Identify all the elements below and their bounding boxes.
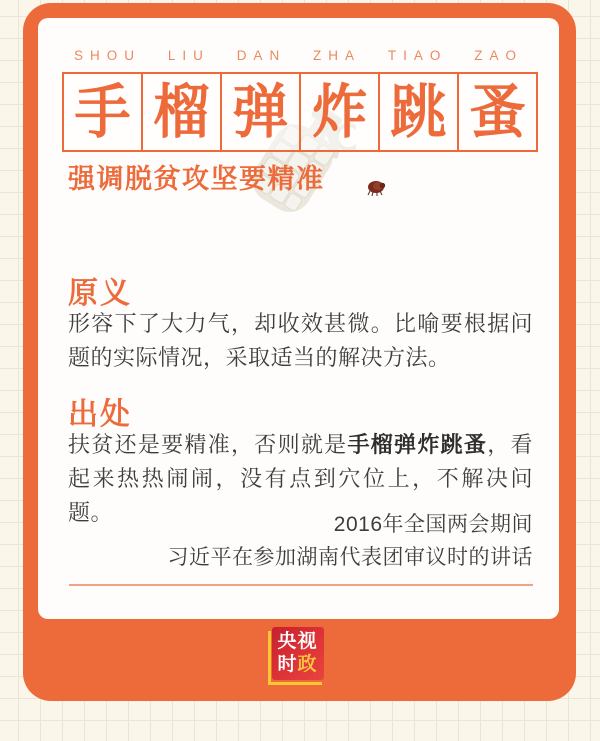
title-char-box — [378, 72, 459, 152]
attribution-line-2: 习近平在参加湖南代表团审议时的讲话 — [167, 546, 533, 569]
quote-idiom-bold: 手榴弹炸跳蚤 — [347, 432, 488, 457]
title-char: 蚤 — [469, 78, 526, 145]
poster-subtitle: 强调脱贫攻坚要精准 — [68, 164, 325, 194]
cctv-politics-logo — [272, 627, 328, 687]
original-meaning-text: 形容下了大力气，却收效甚微。比喻要根据问题的实际情况，采取适当的解决方法。 — [68, 311, 533, 370]
title-char-box — [220, 72, 301, 152]
poster-inner-panel — [38, 18, 559, 619]
pinyin-word: ZHA — [313, 48, 362, 63]
pinyin-row — [74, 48, 523, 63]
title-char-box — [141, 72, 222, 152]
title-row — [62, 72, 538, 152]
logo-text-row1: 央视 — [277, 631, 318, 652]
title-char-box — [299, 72, 380, 152]
title-char-box — [62, 72, 143, 152]
title-char: 炸 — [311, 78, 368, 145]
quote-suffix: ，看起来热热闹闹，没有点到穴位上，不解决问题。 — [68, 432, 533, 525]
title-char: 跳 — [390, 78, 447, 145]
attribution — [68, 508, 533, 574]
pinyin-word: DAN — [236, 48, 287, 63]
pinyin-word: SHOU — [74, 48, 142, 63]
flea-icon — [366, 178, 388, 198]
title-char-box — [457, 72, 538, 152]
divider-line — [69, 584, 533, 586]
pinyin-word: TIAO — [387, 48, 448, 63]
title-char: 榴 — [153, 78, 210, 145]
quote-prefix: 扶贫还是要精准，否则就是 — [68, 432, 348, 457]
title-char: 弹 — [232, 78, 289, 145]
pinyin-word: LIU — [167, 48, 210, 63]
logo-red-box — [272, 627, 324, 680]
section-heading-original-meaning: 原义 — [68, 277, 132, 310]
logo-text-row2-white: 时 — [277, 654, 298, 675]
attribution-line-1: 2016年全国两会期间 — [333, 513, 533, 536]
section-heading-source: 出处 — [68, 398, 132, 431]
poster-card — [23, 3, 576, 701]
logo-text-row2-gold: 政 — [297, 654, 318, 675]
title-char: 手 — [74, 78, 131, 145]
pinyin-word: ZAO — [474, 48, 523, 63]
